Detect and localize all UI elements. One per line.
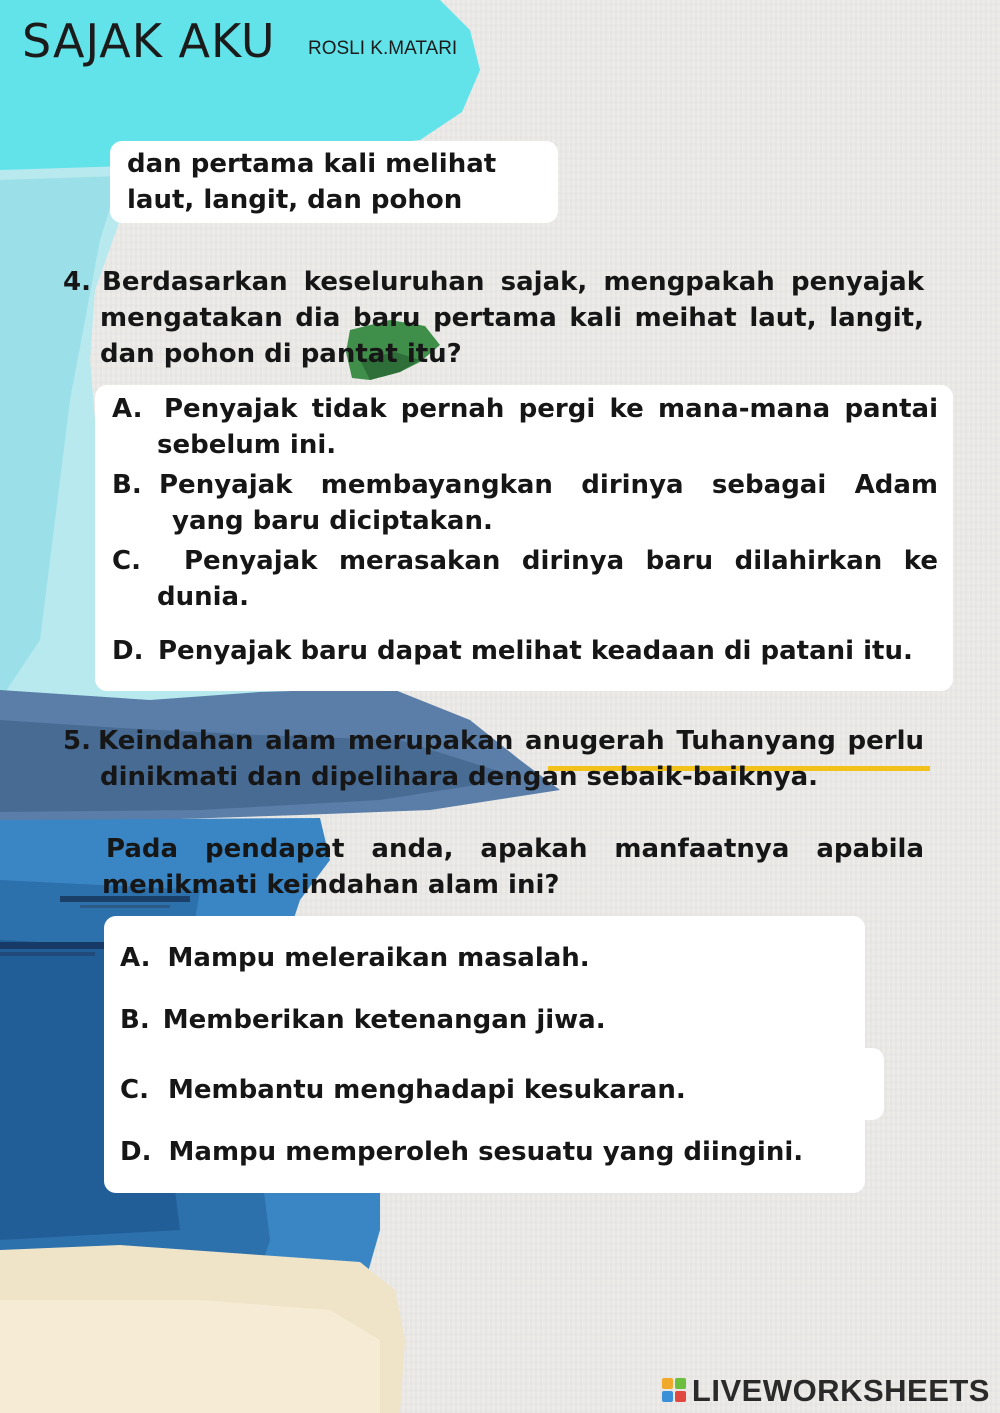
q4-line-1: Berdasarkan keseluruhan sajak, mengpakah penyajak bbox=[102, 267, 924, 297]
q4-option-c-line-2: dunia. bbox=[157, 582, 249, 612]
q4-option-b-line-1: Penyajak membayangkan dirinya sebagai Adam bbox=[159, 470, 938, 500]
page-title: SAJAK AKU bbox=[22, 14, 276, 68]
q4-option-b-line-2: yang baru diciptakan. bbox=[172, 506, 493, 536]
q5-line-4: menikmati keindahan alam ini? bbox=[102, 870, 560, 900]
q5-line-2: dinikmati dan dipelihara dengan sebaik-baiknya. bbox=[100, 762, 819, 792]
q4-option-d-letter: D. bbox=[112, 636, 144, 666]
q4-option-a-line-1: Penyajak tidak pernah pergi ke mana-mana pantai bbox=[164, 394, 938, 424]
q5-option-b-text: Memberikan ketenangan jiwa. bbox=[162, 1005, 606, 1035]
q4-line-3: dan pohon di pantat itu? bbox=[100, 339, 462, 369]
q4-option-a-letter: A. bbox=[112, 394, 143, 424]
q5-option-a-text: Mampu meleraikan masalah. bbox=[167, 943, 590, 973]
excerpt-line-1: dan pertama kali melihat bbox=[127, 149, 497, 179]
q5-option-c-letter: C. bbox=[120, 1075, 149, 1105]
q5-option-a[interactable] bbox=[120, 940, 590, 976]
q4-option-c-letter: C. bbox=[112, 546, 141, 576]
liveworksheets-logo-icon bbox=[662, 1378, 688, 1404]
excerpt-line-2: laut, langit, dan pohon bbox=[127, 185, 463, 215]
q5-option-c-text: Membantu menghadapi kesukaran. bbox=[168, 1075, 686, 1105]
q5-option-d-text: Mampu memperoleh sesuatu yang diingini. bbox=[168, 1137, 804, 1167]
q5-option-a-letter: A. bbox=[120, 943, 151, 973]
q5-options-box-tab bbox=[780, 1048, 884, 1120]
q5-option-c[interactable] bbox=[120, 1072, 686, 1108]
q5-line-1: Keindahan alam merupakan anugerah Tuhanyang perlu bbox=[98, 726, 924, 756]
q4-line-2: mengatakan dia baru pertama kali meihat laut, langit, bbox=[100, 303, 924, 333]
q4-option-a-line-2: sebelum ini. bbox=[157, 430, 337, 460]
q4-option-d-line-1: Penyajak baru dapat melihat keadaan di patani itu. bbox=[158, 636, 913, 666]
brand-name: LIVEWORKSHEETS bbox=[691, 1373, 990, 1408]
q4-option-b-letter: B. bbox=[112, 470, 142, 500]
q4-option-c-line-1: Penyajak merasakan dirinya baru dilahirkan ke bbox=[184, 546, 938, 576]
q4-number: 4. bbox=[63, 267, 91, 297]
q5-line-3: Pada pendapat anda, apakah manfaatnya apabila bbox=[106, 834, 924, 864]
liveworksheets-brand[interactable] bbox=[662, 1373, 990, 1409]
q5-option-b[interactable] bbox=[120, 1002, 606, 1038]
q5-option-d[interactable] bbox=[120, 1134, 803, 1170]
q5-option-b-letter: B. bbox=[120, 1005, 150, 1035]
q5-number: 5. bbox=[63, 726, 91, 756]
author-name: ROSLI K.MATARI bbox=[308, 38, 458, 59]
q5-option-d-letter: D. bbox=[120, 1137, 152, 1167]
